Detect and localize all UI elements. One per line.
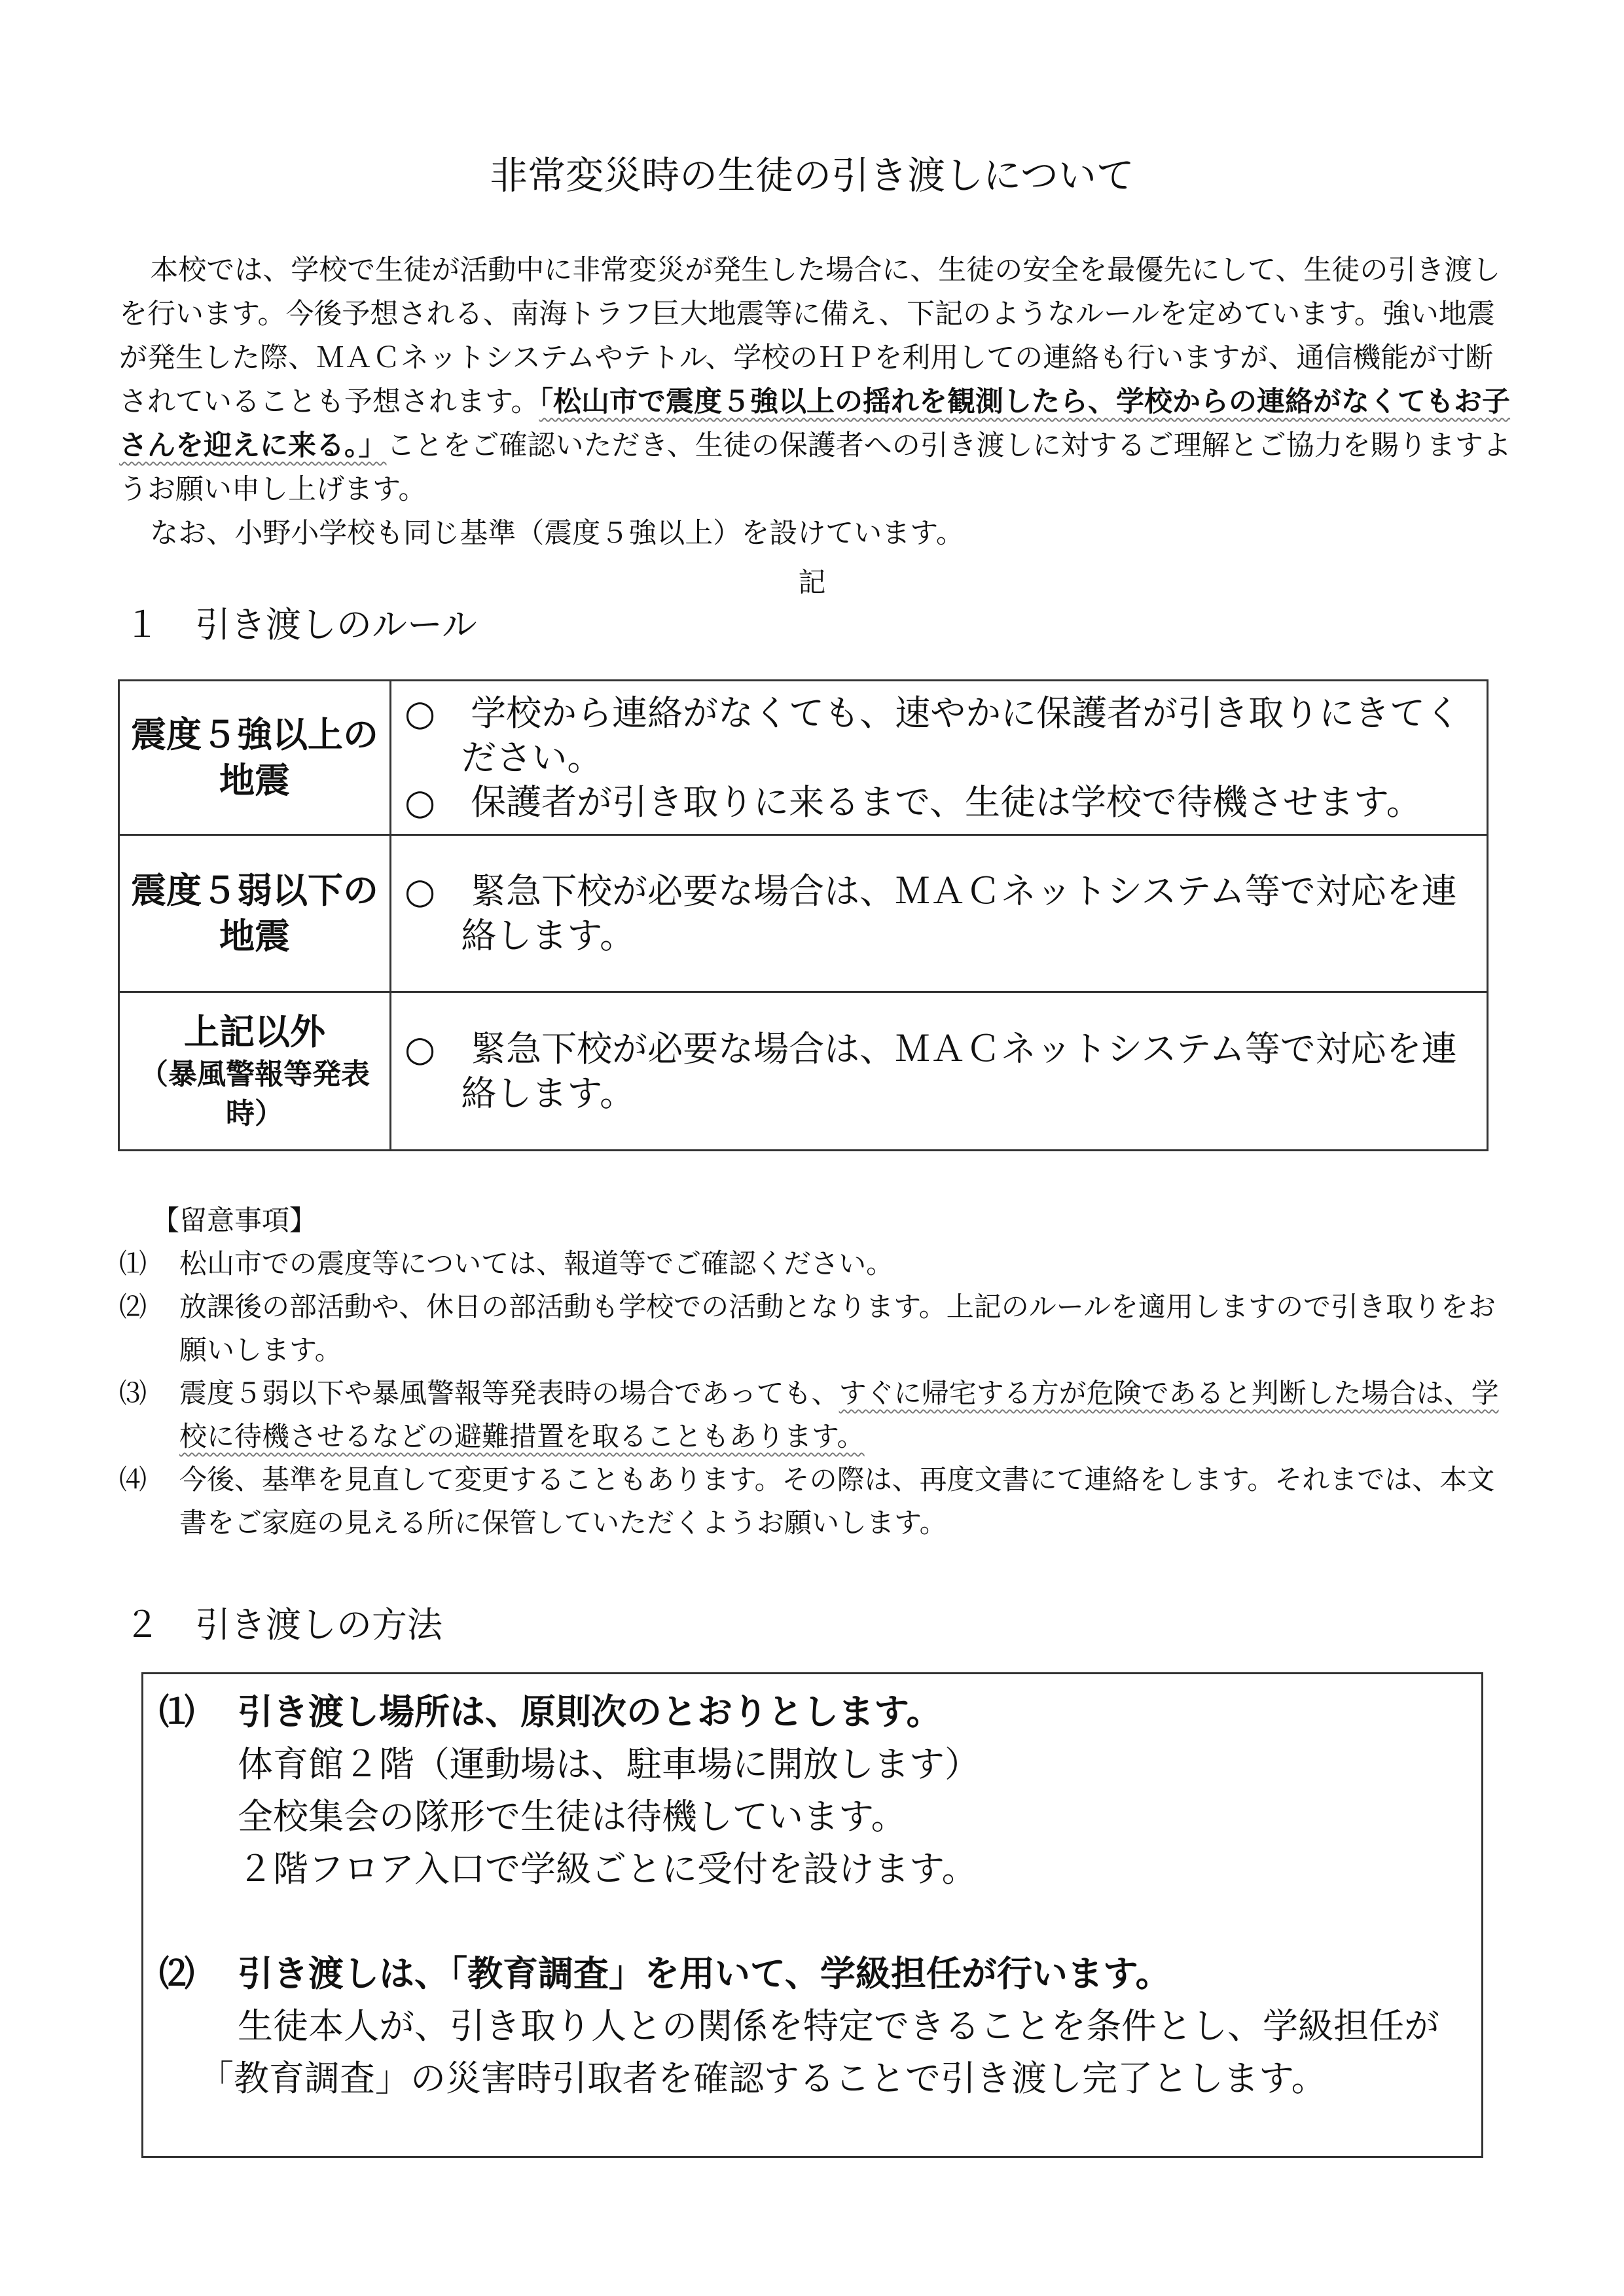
intro-paragraph-1 (119, 249, 1520, 512)
rule-desc (391, 992, 1488, 1151)
intro-text (119, 249, 1520, 556)
note-item (119, 1285, 1520, 1372)
table-row (119, 835, 1488, 992)
intro-emphasis: 「松山市で震度５強以上の揺れを観測したら、学校からの連絡がなくてもお子さんを迎えに来る。」 (119, 386, 1511, 462)
rule-key-sub: （暴風警報等発表時） (139, 1057, 370, 1130)
note-number: ⑴ (119, 1247, 147, 1280)
rule-desc (391, 835, 1488, 992)
method-number: ⑵ (159, 1953, 194, 1994)
rule-key-main: 上記以外 (184, 1011, 325, 1052)
note-text: 震度５弱以下や暴風警報等発表時の場合であっても、 (179, 1377, 839, 1409)
spacer (159, 1895, 1468, 1948)
method-line: ２階フロア入口で学級ごとに受付を設けます。 (238, 1848, 977, 1890)
method-line: 全校集会の隊形で生徒は待機しています。 (238, 1796, 907, 1837)
page-title: 非常変災時の生徒の引き渡しについて (490, 153, 1134, 198)
rule-desc (391, 681, 1488, 835)
rule-key: 震度５弱以下の地震 (119, 835, 391, 992)
method-heading-text: 引き渡しは、「教育調査」を用いて、学級担任が行います。 (238, 1953, 1171, 1994)
note-text: 今後、基準を見直して変更することもあります。その際は、再度文書にて連絡をします。それまでは、本文書をご家庭の見える所に保管していただくようお願いします。 (179, 1463, 1495, 1539)
rule-item: ○ 緊急下校が必要な場合は、ＭＡＣネットシステム等で対応を連絡します。 (405, 1028, 1457, 1114)
note-item (119, 1372, 1520, 1458)
rule-item: ○ 緊急下校が必要な場合は、ＭＡＣネットシステム等で対応を連絡します。 (405, 870, 1457, 956)
section-1-heading: １ 引き渡しのルール (124, 604, 477, 645)
intro-part-2: ことをご確認いただき、生徒の保護者への引き渡しに対するご理解とご協力を賜りますようお願い申し上げます。 (119, 429, 1511, 506)
note-text-underlined: すぐに帰宅する方が危険であると判断した場合は、学校に待機させるなどの避難措置を取ることもあります。 (179, 1377, 1499, 1452)
method-item-1-heading (159, 1686, 1468, 1738)
section-2-heading: ２ 引き渡しの方法 (124, 1604, 442, 1645)
rule-item: ○ 学校から連絡がなくても、速やかに保護者が引き取りにきてください。 (405, 692, 1461, 778)
method-item-2-heading (159, 1948, 1468, 2000)
intro-paragraph-2: なお、小野小学校も同じ基準（震度５強以上）を設けています。 (150, 517, 964, 550)
notes-heading: 【留意事項】 (152, 1204, 317, 1236)
rule-key: 震度５強以上の地震 (119, 681, 391, 835)
method-heading-text: 引き渡し場所は、原則次のとおりとします。 (238, 1691, 942, 1732)
method-number: ⑴ (159, 1691, 194, 1732)
rule-key (119, 992, 391, 1151)
method-paragraph: 生徒本人が、引き取り人との関係を特定できることを条件とし、学級担任が「教育調査」の災害時引取者を確認することで引き渡し完了とします。 (198, 2005, 1439, 2099)
note-item (119, 1458, 1520, 1545)
rule-item: ○ 保護者が引き取りに来るまで、生徒は学校で待機させます。 (405, 781, 1422, 823)
note-number: ⑷ (119, 1463, 147, 1496)
note-item (119, 1242, 1520, 1285)
table-row (119, 681, 1488, 835)
ki-mark: 記 (798, 566, 826, 598)
note-number: ⑵ (119, 1291, 147, 1323)
rules-table (118, 679, 1489, 1151)
table-row (119, 992, 1488, 1151)
note-text: 松山市での震度等については、報道等でご確認ください。 (179, 1247, 894, 1280)
method-line: 体育館２階（運動場は、駐車場に開放します） (238, 1744, 980, 1785)
note-number: ⑶ (119, 1377, 147, 1409)
method-box (141, 1672, 1483, 2158)
note-text: 放課後の部活動や、休日の部活動も学校での活動となります。上記のルールを適用しますので引き取りをお願いします。 (179, 1291, 1496, 1366)
intro-part-1: 本校では、学校で生徒が活動中に非常変災が発生した場合に、生徒の安全を最優先にして、生徒の引き渡しを行います。今後予想される、南海トラフ巨大地震等に備え、下記のようなルールを定めています。強い地震が発生した際、ＭＡＣネットシステムやテトル、学校のＨＰを利用しての連絡も行いますが、通信機能が寸断されていることも予想されます。 (119, 254, 1501, 418)
notes (119, 1199, 1520, 1545)
